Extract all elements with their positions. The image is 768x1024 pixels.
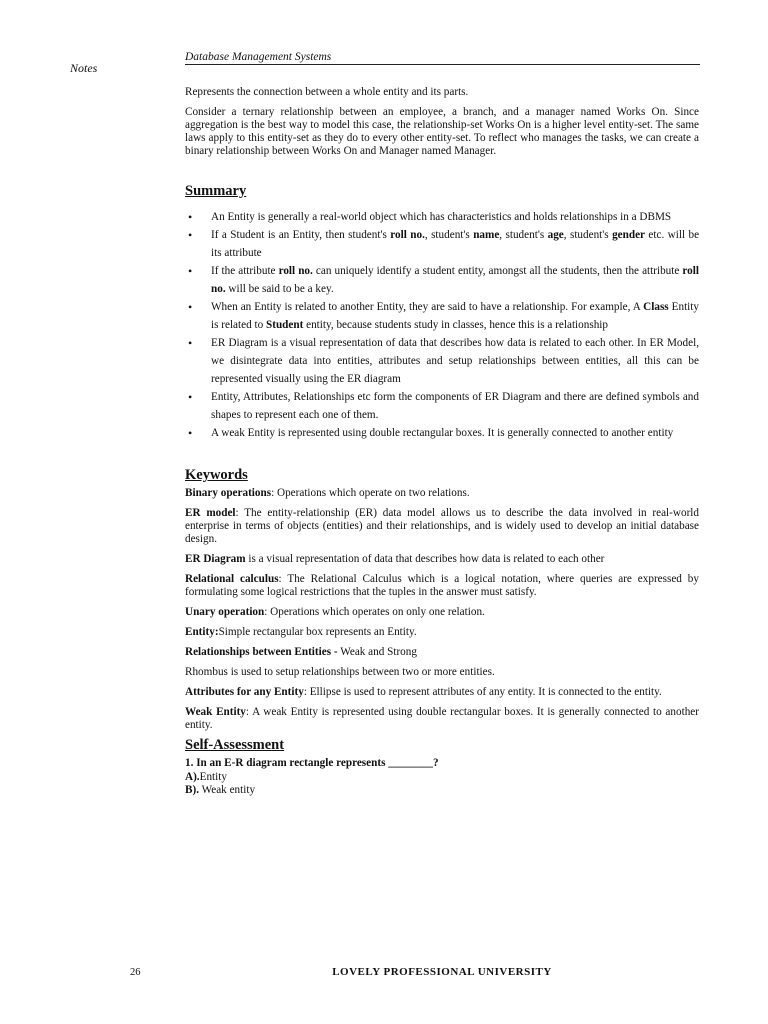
- keyword-term: Weak Entity: [185, 706, 246, 718]
- keyword-definition: : Operations which operates on only one relation.: [264, 606, 485, 618]
- keyword-term: Binary operations: [185, 487, 272, 499]
- keywords-heading: Keywords: [185, 467, 248, 483]
- summary-heading: Summary: [185, 183, 247, 199]
- keyword-entry: [185, 487, 699, 500]
- keyword-entry: [185, 553, 699, 566]
- keyword-definition: is a visual representation of data that describes how data is related to each other: [245, 553, 605, 565]
- keyword-term: Entity:: [185, 626, 219, 638]
- page-content: [185, 86, 699, 798]
- keyword-entry: [185, 646, 699, 659]
- keyword-term: Relationships between Entities -: [185, 646, 338, 658]
- keyword-definition: Simple rectangular box represents an Entity.: [218, 626, 417, 638]
- keyword-definition: : A weak Entity is represented using double rectangular boxes. It is generally connected to another entity.: [185, 706, 699, 731]
- keywords-list: [185, 487, 699, 732]
- notes-margin-label: Notes: [70, 61, 98, 75]
- answer-option: [185, 771, 699, 785]
- keyword-definition: : Operations which operate on two relations.: [271, 487, 470, 499]
- keyword-term: ER Diagram: [185, 553, 246, 565]
- keyword-entry: [185, 606, 699, 619]
- keyword-definition: Weak and Strong: [337, 646, 417, 658]
- keyword-definition: Rhombus is used to setup relationships between two or more entities.: [185, 666, 495, 678]
- intro-paragraph-1: Represents the connection between a whole entity and its parts.: [185, 86, 469, 98]
- answer-option: [185, 784, 699, 798]
- option-label: A).: [185, 770, 200, 783]
- keyword-term: Relational calculus: [185, 573, 279, 585]
- intro-paragraph-2: Consider a ternary relationship between an employee, a branch, and a manager named Works On. Since aggregation is the best way to model this case, the relationship-set Works On is a higher level entity-set. The same laws apply to this entity-set as they do to every other entity-set. To reflect who manages the tasks, we can create a binary relationship between Works On and Manager named Manager.: [185, 106, 699, 157]
- running-header: Database Management Systems: [185, 51, 700, 65]
- footer-university: LOVELY PROFESSIONAL UNIVERSITY: [332, 966, 552, 978]
- summary-item: • When an Entity is related to another Entity, they are said to have a relationship. For example, A Class Entity is related to Student entity, because students study in classes, hence this is a relationship: [185, 298, 699, 334]
- summary-item: • A weak Entity is represented using double rectangular boxes. It is generally connected to another entity: [185, 424, 699, 442]
- keyword-definition: : Ellipse is used to represent attributes of any entity. It is connected to the entity.: [303, 686, 662, 698]
- keyword-entry: [185, 706, 699, 732]
- option-label: B).: [185, 784, 199, 796]
- page-number: 26: [130, 967, 141, 978]
- keyword-entry: [185, 626, 699, 639]
- summary-item: • ER Diagram is a visual representation of data that describes how data is related to each other. In ER Model, we disintegrate data into entities, attributes and setup relationships between entities, all this can be represented visually using the ER diagram: [185, 334, 699, 388]
- keyword-definition: : The Relational Calculus which is a logical notation, where queries are expressed by formulating some logical restrictions that the tuples in the answer must satisfy.: [185, 573, 699, 598]
- keyword-definition: : The entity-relationship (ER) data model allows us to describe the data involved in real-world enterprise in terms of objects (entities) and their relationships, and is widely used to develop an initial database design.: [185, 507, 699, 545]
- summary-item: • If the attribute roll no. can uniquely identify a student entity, amongst all the students, then the attribute roll no. will be said to be a key.: [185, 262, 699, 298]
- option-text: Weak entity: [198, 784, 256, 796]
- keyword-entry: [185, 507, 699, 546]
- question-options: [185, 771, 699, 798]
- keyword-term: Attributes for any Entity: [185, 686, 304, 698]
- self-assessment-heading: Self-Assessment: [185, 737, 285, 753]
- keyword-term: ER model: [185, 507, 236, 519]
- keyword-term: Unary operation: [185, 606, 265, 618]
- keyword-entry: [185, 573, 699, 599]
- keyword-entry: [185, 666, 699, 679]
- question-1: 1. In an E-R diagram rectangle represents ________?: [185, 757, 439, 769]
- summary-item: • An Entity is generally a real-world object which has characteristics and holds relationships in a DBMS: [185, 208, 699, 226]
- summary-item: • Entity, Attributes, Relationships etc form the components of ER Diagram and there are defined symbols and shapes to represent each one of them.: [185, 388, 699, 424]
- keyword-entry: [185, 686, 699, 699]
- option-text: Entity: [199, 770, 227, 783]
- summary-list: [185, 208, 699, 442]
- summary-item: • If a Student is an Entity, then student's roll no., student's name, student's age, student's gender etc. will be its attribute: [185, 226, 699, 262]
